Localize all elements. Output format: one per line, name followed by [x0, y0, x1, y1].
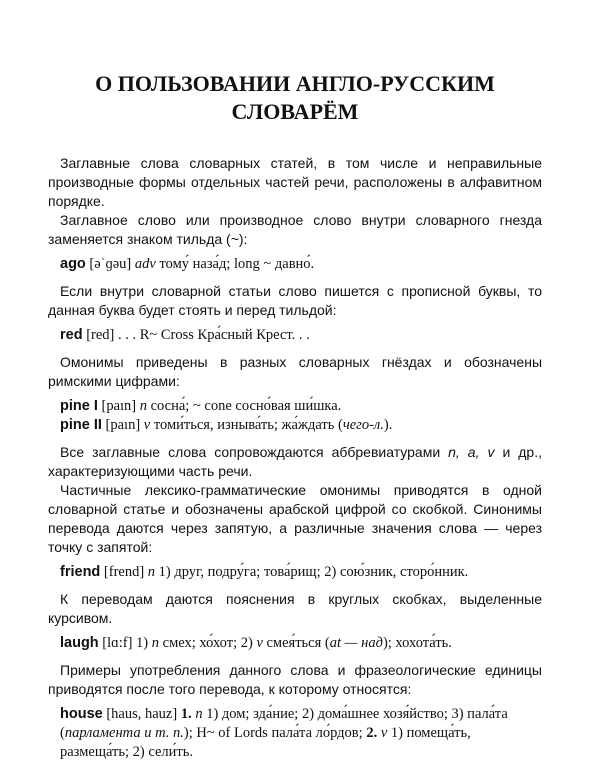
- paragraph-partial-homonyms: Частичные лексико-грамматические омонимы приводятся в одной словарной статье и обозначены арабской цифрой со скобкой. Синонимы перевода даются через запятую, а различные значения слова — через точку с запятой:: [48, 482, 542, 555]
- headword-laugh: laugh: [60, 635, 99, 651]
- example-laugh: [60, 634, 542, 653]
- pos-laugh-verb: v: [256, 635, 263, 651]
- transcription-pine-2: [paın]: [101, 417, 144, 433]
- translation-red: [red] . . . R~ Cross Кра́сный Крест. . .: [82, 327, 310, 343]
- pos-friend: n: [147, 564, 156, 580]
- gloss-laugh: at — над: [329, 635, 383, 651]
- translation-house-b: 1) дом; зда́ние; 2) дома́шнее хозя́йство; 3) пала́та (: [60, 706, 508, 741]
- pos-laugh-noun: n: [151, 635, 160, 651]
- title-line-1: О ПОЛЬЗОВАНИИ АНГЛО-РУССКИМ: [95, 71, 495, 96]
- headword-pine-2: pine II: [60, 417, 102, 433]
- translation-house-d: 1) помеща́ть, размеща́ть; 2) сели́ть.: [60, 725, 471, 760]
- translation-friend: 1) друг, подру́га; това́рищ; 2) сою́зник, сторо́нник.: [155, 564, 469, 580]
- paragraph-capital-letter: Если внутри словарной статьи слово пишется с прописной буквы, то данная буква будет стоять и перед тильдой:: [48, 283, 542, 318]
- pos-pine-1: n: [139, 398, 147, 414]
- paragraph-explanations: К переводам даются пояснения в круглых скобках, выделенные курсивом.: [48, 591, 542, 626]
- gloss-pine-2: чего-л.: [342, 417, 384, 433]
- headword-friend: friend: [60, 564, 101, 580]
- paragraph-tilde: Заглавное слово или производное слово внутри словарного гнезда заменяется знаком тильда (~):: [48, 212, 542, 247]
- headword-red: red: [60, 327, 83, 343]
- translation-laugh-b: смех; хо́хот; 2): [159, 635, 257, 651]
- example-ago: [60, 255, 542, 274]
- paragraph-homonyms: Омонимы приведены в разных словарных гнёздах и обозначены римскими цифрами:: [48, 354, 542, 389]
- example-red: [60, 326, 542, 345]
- example-pine-2: [60, 416, 542, 435]
- translation-house-a: [haus, hauz]: [102, 706, 181, 722]
- example-house: [60, 705, 542, 762]
- pos-house-noun: n: [191, 706, 203, 722]
- translation-laugh-a: [lɑ:f] 1): [98, 635, 152, 651]
- gloss-house: парламента и т. п.: [64, 725, 184, 741]
- title-line-2: СЛОВАРЁМ: [231, 99, 359, 124]
- abbreviations-list: n, a, v: [448, 444, 495, 460]
- translation-pine-2-end: ).: [383, 417, 393, 433]
- translation-house-c: ); H~ of Lords пала́та ло́рдов;: [183, 725, 367, 741]
- headword-pine-1: pine I: [60, 398, 98, 414]
- translation-ago: тому́ наза́д; long ~ давно́.: [155, 256, 315, 272]
- number-house-1: 1.: [180, 706, 192, 722]
- pos-ago: adv: [134, 256, 156, 272]
- translation-laugh-c: смея́ться (: [262, 635, 330, 651]
- transcription-pine-1: [paın]: [97, 398, 140, 414]
- paragraph-usage-examples: Примеры употребления данного слова и фразеологические единицы приводятся после того перевода, к которому относятся:: [48, 662, 542, 697]
- paragraph-alphabetical-order: Заглавные слова словарных статей, в том числе и неправильные производные формы отдельных частей речи, расположены в алфавитном порядке.: [48, 155, 542, 209]
- pos-pine-2: v: [143, 417, 151, 433]
- pos-house-verb: v: [377, 725, 388, 741]
- number-house-2: 2.: [366, 725, 378, 741]
- headword-ago: ago: [60, 256, 86, 272]
- example-friend: [60, 563, 542, 582]
- paragraph-abbreviations: [48, 443, 542, 481]
- abbreviations-text-start: Все заглавные слова сопровождаются аббревиатурами: [60, 444, 449, 460]
- page-title: [48, 70, 542, 126]
- translation-pine-1: сосна́; ~ cone сосно́вая ши́шка.: [147, 398, 342, 414]
- transcription-friend: [frend]: [100, 564, 148, 580]
- example-pine-1: [60, 397, 542, 416]
- headword-house: house: [60, 706, 103, 722]
- translation-pine-2: томи́ться, изныва́ть; жа́ждать (: [150, 417, 343, 433]
- transcription-ago: [əˈɡəu]: [85, 256, 135, 272]
- translation-laugh-d: ); хохота́ть.: [382, 635, 452, 651]
- abbreviations-text-end: и др., характеризующими часть речи.: [48, 444, 542, 479]
